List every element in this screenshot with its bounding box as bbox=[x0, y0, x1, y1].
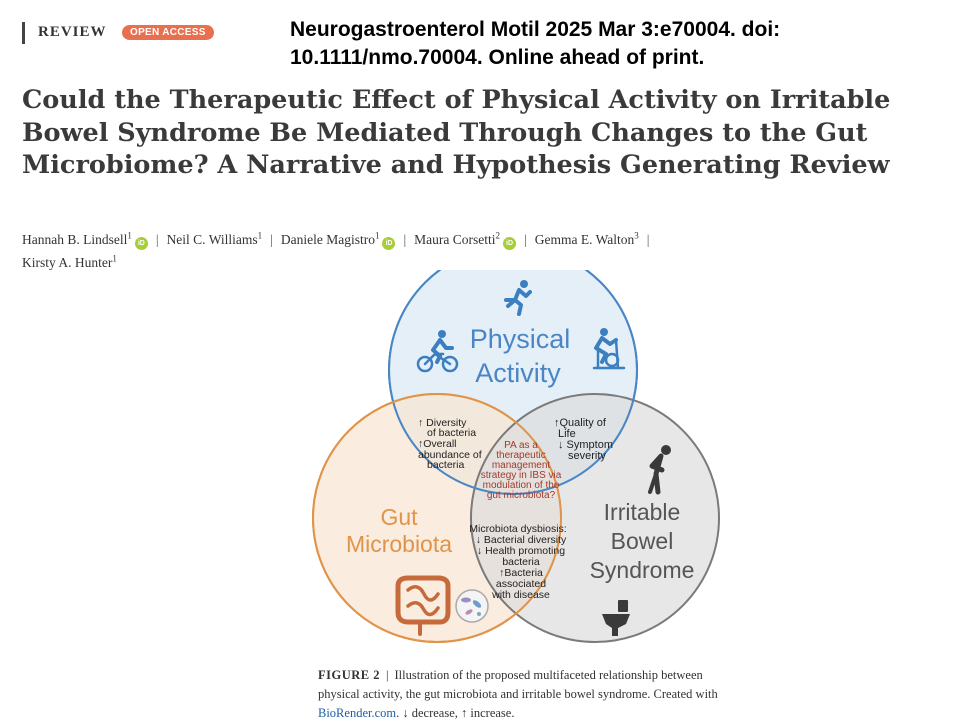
citation-line-2: 10.1111/nmo.70004. Online ahead of print. bbox=[290, 46, 705, 69]
gut-ibs-text-4: bacteria bbox=[502, 556, 540, 568]
gut-label-line-1: Gut bbox=[380, 504, 418, 530]
citation-note bbox=[290, 16, 930, 72]
pa-gut-text-3: ↑Overall bbox=[418, 438, 457, 450]
author-name-text: Gemma E. Walton bbox=[534, 231, 635, 247]
author-affiliation: 1 bbox=[374, 230, 380, 240]
center-text-3: management bbox=[491, 460, 551, 471]
bacteria-icon bbox=[456, 590, 488, 622]
author-separator: | bbox=[270, 231, 273, 247]
biorender-link[interactable]: BioRender.com bbox=[318, 706, 397, 720]
author-name[interactable] bbox=[22, 232, 148, 247]
gut-label-line-2: Microbiota bbox=[345, 531, 453, 557]
center-text-6: gut microbiota? bbox=[486, 490, 556, 501]
author-name-text: Kirsty A. Hunter bbox=[22, 255, 113, 270]
author-separator: | bbox=[403, 231, 407, 247]
author-affiliation: 1 bbox=[127, 230, 132, 240]
caption-text-end: . ↓ decrease, ↑ increase. bbox=[396, 706, 515, 720]
pa-gut-text-2: of bacteria bbox=[427, 427, 477, 439]
center-text-5: modulation of the bbox=[482, 480, 560, 491]
pa-label-line-1: Physical bbox=[469, 324, 571, 354]
center-text-1: PA as a bbox=[504, 440, 538, 451]
author-separator: | bbox=[524, 231, 527, 247]
venn-diagram bbox=[300, 270, 740, 662]
gut-ibs-text-2: ↓ Bacterial diversity bbox=[475, 534, 567, 546]
gut-ibs-text-5: ↑Bacteria bbox=[499, 567, 543, 579]
ibs-label-line-1: Irritable bbox=[603, 499, 681, 525]
pa-ibs-text-4: severity bbox=[568, 450, 606, 462]
author-affiliation: 2 bbox=[495, 230, 501, 240]
ibs-circle bbox=[471, 394, 719, 642]
gut-ibs-text-3: ↓ Health promoting bbox=[476, 545, 566, 557]
orcid-icon[interactable]: iD bbox=[503, 237, 516, 250]
ibs-label-line-3: Syndrome bbox=[589, 557, 695, 583]
author-name[interactable] bbox=[414, 232, 516, 247]
caption-text: Illustration of the proposed multifaceted relationship between physical activity, the gut microbiota and irritable bowel syndrome. Created with bbox=[318, 668, 718, 701]
pa-gut-text-5: bacteria bbox=[427, 459, 465, 471]
gut-ibs-text-7: with disease bbox=[492, 589, 550, 601]
pa-label-line-2: Activity bbox=[475, 358, 561, 388]
author-name[interactable] bbox=[281, 232, 396, 247]
orcid-icon[interactable]: iD bbox=[135, 237, 148, 250]
caption-separator: | bbox=[386, 668, 389, 682]
author-list bbox=[22, 226, 922, 272]
article-title: Could the Therapeutic Effect of Physical Activity on Irritable Bowel Syndrome Be Mediated Through Changes to the Gut Microbiome? A Narrative and Hypothesis Generating Review bbox=[22, 85, 891, 180]
author-separator: | bbox=[646, 231, 650, 247]
author-separator: | bbox=[155, 231, 159, 247]
author-affiliation: 1 bbox=[112, 253, 117, 264]
gut-ibs-text-1: Microbiota dysbiosis: bbox=[469, 523, 567, 535]
author-name[interactable] bbox=[167, 232, 263, 247]
section-label: REVIEW bbox=[38, 24, 107, 40]
gut-ibs-text-6: associated bbox=[495, 578, 547, 590]
author-affiliation: 1 bbox=[257, 230, 263, 240]
author-name-text: Maura Corsetti bbox=[414, 231, 496, 247]
figure-label: FIGURE 2 bbox=[318, 668, 380, 682]
section-marker-bar bbox=[22, 22, 25, 44]
venn-figure bbox=[300, 270, 740, 662]
pa-ibs-text-2: Life bbox=[558, 428, 576, 440]
pa-ibs-text-3: ↓ Symptom bbox=[558, 439, 614, 451]
author-affiliation: 3 bbox=[634, 230, 639, 240]
author-name[interactable] bbox=[22, 255, 117, 270]
author-name-text: Neil C. Williams bbox=[166, 231, 258, 247]
open-access-badge: OPEN ACCESS bbox=[122, 25, 214, 40]
orcid-icon[interactable]: iD bbox=[382, 237, 395, 250]
pa-gut-text-4: abundance of bbox=[418, 449, 482, 461]
pa-ibs-text-1: ↑Quality of bbox=[554, 417, 606, 429]
pa-gut-text-1: ↑ Diversity bbox=[418, 417, 467, 429]
author-name[interactable] bbox=[535, 232, 639, 247]
author-name-text: Hannah B. Lindsell bbox=[22, 231, 128, 247]
author-name-text: Daniele Magistro bbox=[280, 231, 375, 247]
citation-line-1: Neurogastroenterol Motil 2025 Mar 3:e70004. doi: bbox=[290, 18, 781, 41]
center-text-4: strategy in IBS via bbox=[480, 470, 562, 481]
figure-caption bbox=[318, 666, 738, 723]
center-text-2: therapeutic bbox=[496, 450, 546, 461]
ibs-label-line-2: Bowel bbox=[610, 528, 674, 554]
